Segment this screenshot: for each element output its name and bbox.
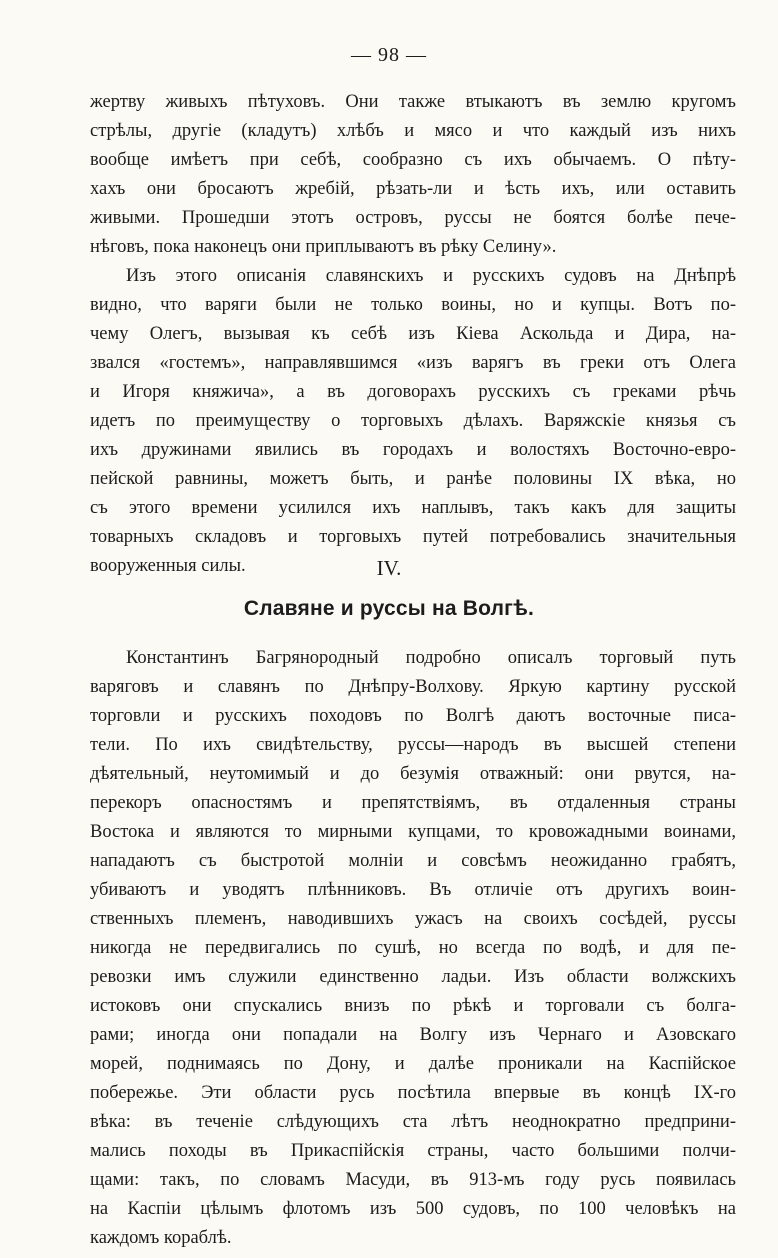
text-line: хахъ они бросаютъ жребій, рѣзать-ли и ѣсть ихъ, или оставить xyxy=(90,179,736,199)
text-line: никогда не передвигались по сушѣ, но всегда по водѣ, и для пе- xyxy=(90,938,736,958)
text-line: рами; иногда они попадали на Волгу изъ Чернаго и Азовскаго xyxy=(90,1025,736,1045)
page-number: — 98 — xyxy=(351,44,427,66)
text-line: каждомъ кораблѣ. xyxy=(90,1228,232,1248)
section-title: Славяне и руссы на Волгѣ. xyxy=(243,597,535,620)
text-line: убиваютъ и уводятъ плѣнниковъ. Въ отличіе отъ другихъ воин- xyxy=(90,880,736,900)
text-line: на Каспіи цѣлымъ флотомъ изъ 500 судовъ, по 100 человѣкъ на xyxy=(90,1199,736,1219)
text-line: Изъ этого описанія славянскихъ и русскихъ судовъ на Днѣпрѣ xyxy=(126,266,736,286)
text-line: вооруженныя силы. xyxy=(90,556,246,576)
text-line: вообще имѣетъ при себѣ, сообразно съ ихъ обычаемъ. О пѣту- xyxy=(90,150,736,170)
text-line: тели. По ихъ свидѣтельству, руссы—народъ въ высшей степени xyxy=(90,735,736,755)
text-line: щами: такъ, по словамъ Масуди, въ 913-мъ году русь появилась xyxy=(90,1170,736,1190)
text-line: ревозки имъ служили единственно ладьи. Изъ области волжскихъ xyxy=(90,967,736,987)
text-line: Константинъ Багрянородный подробно описалъ торговый путь xyxy=(126,648,736,668)
text-line: звался «гостемъ», направлявшимся «изъ варягъ въ греки отъ Олега xyxy=(90,353,736,373)
text-line: жертву живыхъ пѣтуховъ. Они также втыкаютъ въ землю кругомъ xyxy=(90,92,736,112)
paragraph-1 xyxy=(90,88,736,262)
section-number: IV. xyxy=(376,556,402,580)
paragraph-2 xyxy=(90,262,736,581)
text-line: и Игоря княжича», а въ договорахъ русскихъ съ греками рѣчь xyxy=(90,382,736,402)
text-line: Востока и являются то мирными купцами, то кровожадными воинами, xyxy=(90,822,736,842)
text-line: дѣятельный, неутомимый и до безумія отважный: они рвутся, на- xyxy=(90,764,736,784)
text-line: живыми. Прошедши этотъ островъ, руссы не боятся болѣе пече- xyxy=(90,208,736,228)
text-line: вѣка: въ теченіе слѣдующихъ ста лѣтъ неоднократно предприни- xyxy=(90,1112,736,1132)
text-line: товарныхъ складовъ и торговыхъ путей потребовались значительныя xyxy=(90,527,736,547)
text-line: побережье. Эти области русь посѣтила впервые въ концѣ IX-го xyxy=(90,1083,736,1103)
text-line: нападаютъ съ быстротой молніи и совсѣмъ неожиданно грабятъ, xyxy=(90,851,736,871)
text-line: ственныхъ племенъ, наводившихъ ужасъ на своихъ сосѣдей, руссы xyxy=(90,909,736,929)
text-line: идетъ по преимуществу о торговыхъ дѣлахъ. Варяжскіе князья съ xyxy=(90,411,736,431)
text-line: чему Олегъ, вызывая къ себѣ изъ Кіева Аскольда и Дира, на- xyxy=(90,324,736,344)
text-line: варяговъ и славянъ по Днѣпру-Волхову. Яркую картину русской xyxy=(90,677,736,697)
text-line: нѣговъ, пока наконецъ они приплываютъ въ рѣку Селину». xyxy=(90,237,557,257)
paragraph-3 xyxy=(90,644,736,1253)
text-line: стрѣлы, другіе (кладутъ) хлѣбъ и мясо и что каждый изъ нихъ xyxy=(90,121,736,141)
text-line: морей, поднимаясь по Дону, и далѣе проникали на Каспійское xyxy=(90,1054,736,1074)
text-line: торговли и русскихъ походовъ по Волгѣ даютъ восточные писа- xyxy=(90,706,736,726)
text-line: видно, что варяги были не только воины, но и купцы. Вотъ по- xyxy=(90,295,736,315)
text-line: перекоръ опасностямъ и препятствіямъ, въ отдаленныя страны xyxy=(90,793,736,813)
text-line: истоковъ они спускались внизъ по рѣкѣ и торговали съ болга- xyxy=(90,996,736,1016)
text-line: ихъ дружинами явились въ городахъ и волостяхъ Восточно-евро- xyxy=(90,440,736,460)
text-line: съ этого времени усилился ихъ наплывъ, такъ какъ для защиты xyxy=(90,498,736,518)
text-line: мались походы въ Прикаспійскія страны, часто большими полчи- xyxy=(90,1141,736,1161)
text-line: пейской равнины, можетъ быть, и ранѣе половины IX вѣка, но xyxy=(90,469,736,489)
